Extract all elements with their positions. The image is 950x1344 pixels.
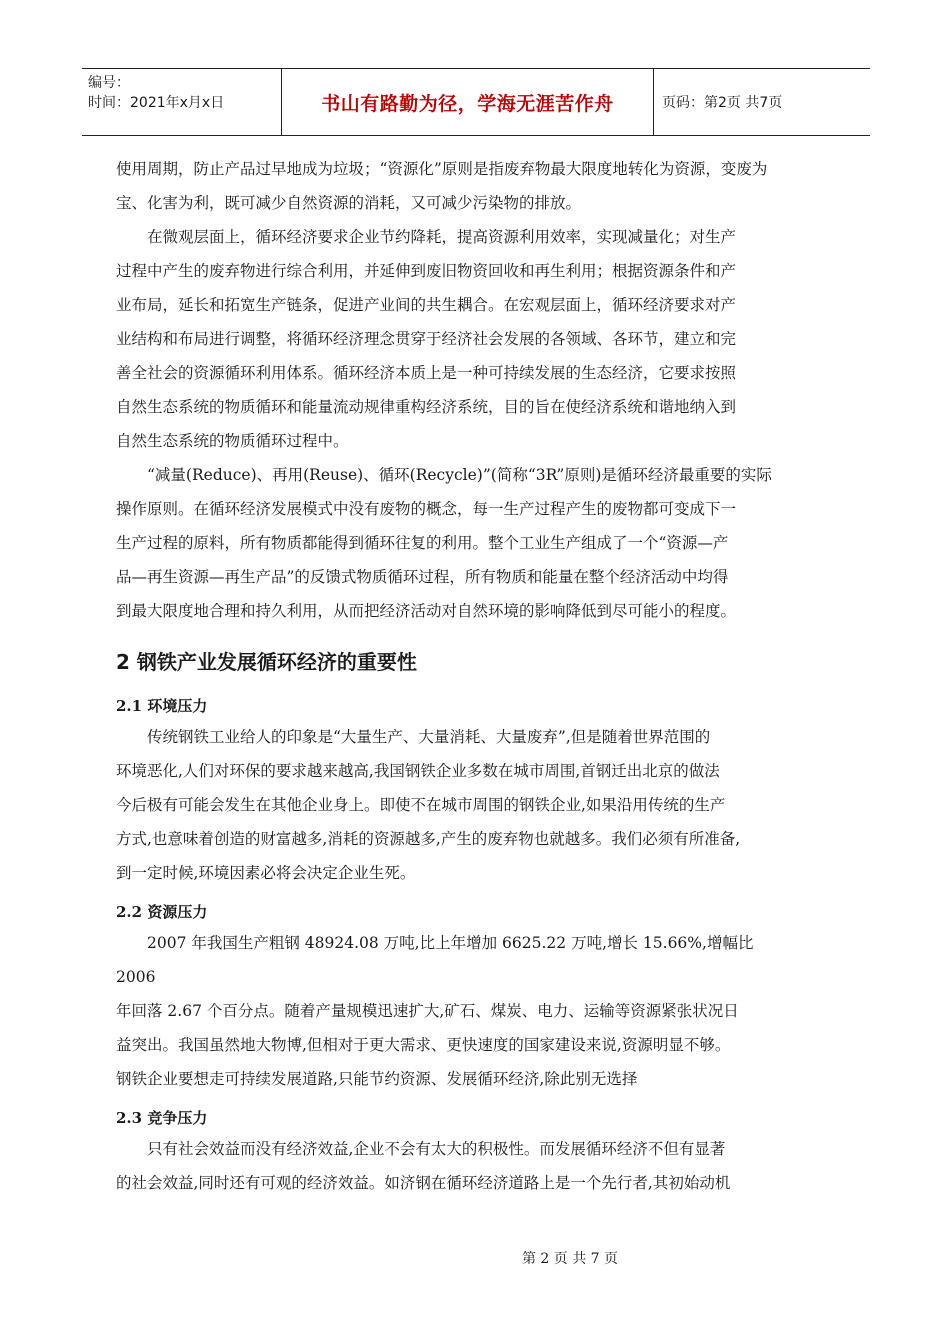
text-line: 益突出。我国虽然地大物博,但相对于更大需求、更快速度的国家建设来说,资源明显不够。	[116, 1036, 731, 1054]
text-line: 过程中产生的废弃物进行综合利用，并延伸到废旧物资回收和再生利用；根据资源条件和产	[116, 262, 737, 280]
document-body	[116, 152, 836, 1200]
text-line: 业布局，延长和拓宽生产链条，促进产业间的共生耦合。在宏观层面上，循环经济要求对产	[116, 296, 737, 314]
text-line: 到一定时候,环境因素必将会决定企业生死。	[116, 864, 416, 882]
time-label: 时间：2021年x月x日	[88, 95, 225, 111]
text-line: 传统钢铁工业给人的印象是“大量生产、大量消耗、大量废弃”,但是随着世界范围的	[116, 728, 711, 746]
header-slogan	[282, 69, 654, 135]
text-line: 自然生态系统的物质循环和能量流动规律重构经济系统，目的旨在使经济系统和谐地纳入到	[116, 398, 737, 416]
text-line: 环境恶化,人们对环保的要求越来越高,我国钢铁企业多数在城市周围,首钢迁出北京的做法	[116, 762, 720, 780]
page-header	[82, 68, 870, 136]
text-line: 钢铁企业要想走可持续发展道路,只能节约资源、发展循环经济,除此别无选择	[116, 1070, 638, 1088]
page-info-text: 页码：第2页 共7页	[662, 95, 783, 111]
text-line: 生产过程的原料，所有物质都能得到循环往复的利用。整个工业生产组成了一个“资源—产	[116, 534, 729, 552]
text-line: 自然生态系统的物质循环过程中。	[116, 432, 349, 450]
text-line: 在微观层面上，循环经济要求企业节约降耗，提高资源利用效率，实现减量化；对生产	[116, 228, 737, 246]
text-line: 只有社会效益而没有经济效益,企业不会有太大的积极性。而发展循环经济不但有显著	[116, 1140, 726, 1158]
section-2-1-text	[116, 720, 836, 890]
section-2-2-text	[116, 926, 836, 1096]
text-line: 今后极有可能会发生在其他企业身上。即使不在城市周围的钢铁企业,如果沿用传统的生产	[116, 796, 726, 814]
text-line: “减量(Reduce)、再用(Reuse)、循环(Recycle)”(简称“3R”原则)是循环经济最重要的实际	[116, 466, 772, 484]
section-2-title: 2 钢铁产业发展循环经济的重要性	[116, 650, 417, 674]
text-line: 2007 年我国生产粗钢 48924.08 万吨,比上年增加 6625.22 万吨,增长 15.66%,增幅比	[116, 934, 754, 952]
text-line: 宝、化害为利，既可减少自然资源的消耗，又可减少污染物的排放。	[116, 194, 582, 212]
text-line: 操作原则。在循环经济发展模式中没有废物的概念，每一生产过程产生的废物都可变成下一	[116, 500, 737, 518]
text-line: 业结构和布局进行调整，将循环经济理念贯穿于经济社会发展的各领域、各环节，建立和完	[116, 330, 737, 348]
header-meta	[82, 69, 282, 135]
section-2-1-title: 2.1 环境压力	[116, 697, 208, 715]
text-line: 的社会效益,同时还有可观的经济效益。如济钢在循环经济道路上是一个先行者,其初始动机	[116, 1174, 731, 1192]
section-2-3-title: 2.3 竞争压力	[116, 1109, 208, 1127]
header-page-info	[654, 69, 870, 135]
section-2-2-title: 2.2 资源压力	[116, 903, 208, 921]
text-line: 善全社会的资源循环利用体系。循环经济本质上是一种可持续发展的生态经济，它要求按照	[116, 364, 737, 382]
text-line: 2006	[116, 968, 156, 986]
section-2-3-text	[116, 1132, 836, 1200]
text-line: 方式,也意味着创造的财富越多,消耗的资源越多,产生的废弃物也就越多。我们必须有所准备,	[116, 830, 741, 848]
text-line: 到最大限度地合理和持久利用，从而把经济活动对自然环境的影响降低到尽可能小的程度。	[116, 602, 737, 620]
footer-page-number: 第 2 页 共 7 页	[521, 1251, 619, 1267]
text-line: 年回落 2.67 个百分点。随着产量规模迅速扩大,矿石、煤炭、电力、运输等资源紧张状况日	[116, 1002, 739, 1020]
page-footer	[0, 1248, 950, 1268]
text-line: 使用周期，防止产品过早地成为垃圾；“资源化”原则是指废弃物最大限度地转化为资源，变废为	[116, 160, 768, 178]
intro-paragraphs	[116, 152, 836, 628]
text-line: 品—再生资源—再生产品”的反馈式物质循环过程，所有物质和能量在整个经济活动中均得	[116, 568, 729, 586]
number-label: 编号：	[88, 75, 130, 91]
slogan-text: 书山有路勤为径，学海无涯苦作舟	[321, 92, 614, 115]
